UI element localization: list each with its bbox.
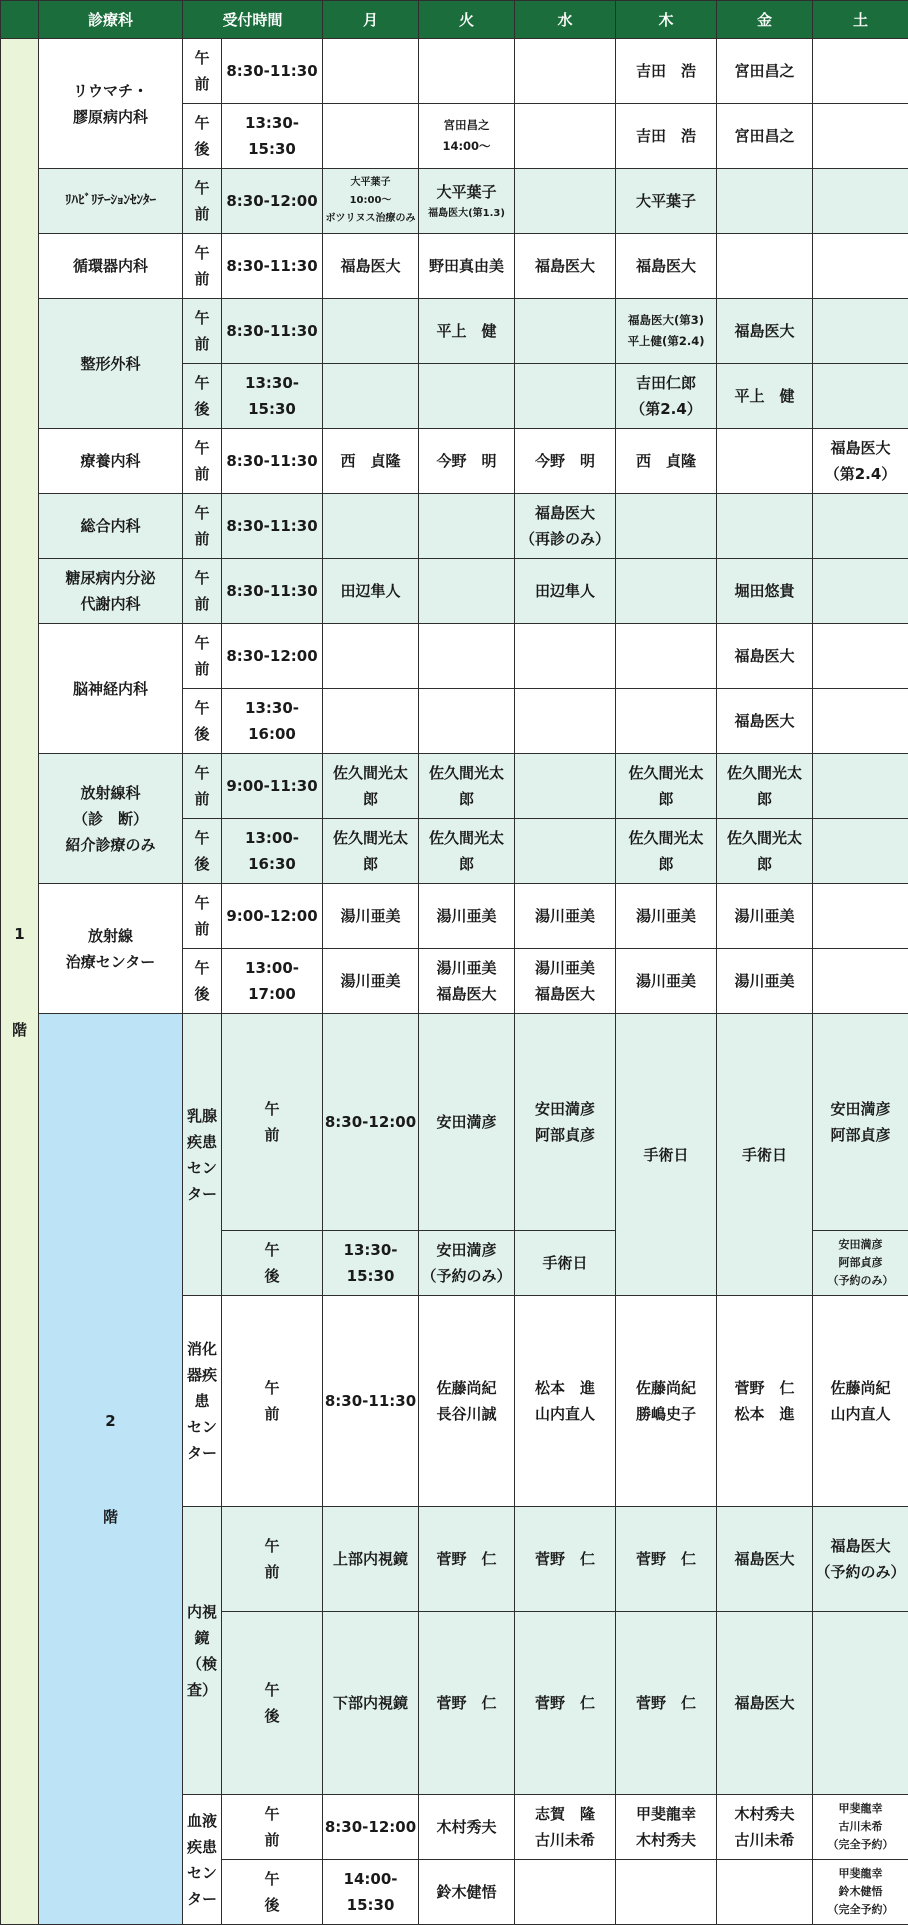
- row-rheum-am: [1, 39, 908, 104]
- cell-tue: 湯川亜美: [419, 884, 515, 949]
- time-cell: 8:30-11:30: [222, 39, 323, 104]
- cell-thu: 大平葉子: [616, 169, 717, 234]
- cell-fri: 福島医大 （予約のみ）: [813, 1507, 908, 1612]
- dept-radiology: 放射線科 （診 断） 紹介診療のみ: [39, 754, 183, 884]
- cell-tue: 菅野 仁: [515, 1612, 616, 1795]
- cell-wed: [515, 104, 616, 169]
- cell-thu: [616, 494, 717, 559]
- period-am: 午 前: [183, 169, 222, 234]
- row-radiotherapy-am: [1, 884, 908, 949]
- period-pm: 午 後: [222, 1860, 323, 1925]
- time-cell: 8:30-11:30: [222, 429, 323, 494]
- header-tue: 火: [419, 1, 515, 39]
- cell-wed: [515, 624, 616, 689]
- header-fri: 金: [717, 1, 813, 39]
- cell-wed: 福島医大 （再診のみ）: [515, 494, 616, 559]
- cell-tue: 安田満彦 阿部貞彦: [515, 1014, 616, 1231]
- cell-mon: 佐久間光太 郎: [323, 754, 419, 819]
- period-am: 午 前: [183, 754, 222, 819]
- cell-wed: 手術日: [616, 1014, 717, 1296]
- cell-wed: 菅野 仁: [616, 1507, 717, 1612]
- cell-thu: 佐久間光太 郎: [616, 754, 717, 819]
- cell-mon: 菅野 仁: [419, 1507, 515, 1612]
- cell-wed: 湯川亜美: [515, 884, 616, 949]
- cell-tue: 野田真由美: [419, 234, 515, 299]
- cell-wed: 福島医大: [515, 234, 616, 299]
- period-pm: 午 後: [183, 364, 222, 429]
- time-cell: 下部内視鏡: [323, 1612, 419, 1795]
- header-floor: [1, 1, 39, 39]
- cell-thu: 手術日: [717, 1014, 813, 1296]
- cell-mon: [323, 39, 419, 104]
- cell-tue: [419, 364, 515, 429]
- cell-mon: 西 貞隆: [323, 429, 419, 494]
- cell-sat: [813, 39, 908, 104]
- cell-thu: [616, 624, 717, 689]
- cell-fri: [813, 1612, 908, 1795]
- time-cell: 13:00- 17:00: [222, 949, 323, 1014]
- cell-fri: 福島医大: [717, 689, 813, 754]
- cell-wed: [515, 169, 616, 234]
- dept-radiotherapy: 放射線 治療センター: [39, 884, 183, 1014]
- dept-rehab: ﾘﾊﾋﾞﾘﾃｰｼｮﾝｾﾝﾀｰ: [39, 169, 183, 234]
- cell-fri: 福島医大: [717, 299, 813, 364]
- cell-fri: 安田満彦 阿部貞彦 （予約のみ）: [813, 1231, 908, 1296]
- cell-wed: 田辺隼人: [515, 559, 616, 624]
- period-am: 午 前: [183, 559, 222, 624]
- time-cell: 13:30- 15:30: [222, 364, 323, 429]
- cell-sat: [813, 104, 908, 169]
- cell-thu: 菅野 仁 松本 進: [717, 1296, 813, 1507]
- period-am: 午 前: [183, 429, 222, 494]
- cell-wed: [616, 1860, 717, 1925]
- cell-tue: 今野 明: [419, 429, 515, 494]
- period-am: 午 前: [222, 1296, 323, 1507]
- cell-fri: [717, 494, 813, 559]
- dept-breast: 乳腺疾患 センター: [183, 1014, 222, 1296]
- period-am: 午 前: [183, 624, 222, 689]
- time-cell: 13:30- 16:00: [222, 689, 323, 754]
- period-pm: 午 後: [183, 819, 222, 884]
- floor-1-label: 1 階: [1, 39, 39, 1925]
- cell-tue: 宮田昌之 14:00～: [419, 104, 515, 169]
- cell-wed: 菅野 仁: [616, 1612, 717, 1795]
- cell-mon: [323, 494, 419, 559]
- header-dept: 診療科: [39, 1, 183, 39]
- row-ryoyo: [1, 429, 908, 494]
- cell-fri: 福島医大: [717, 624, 813, 689]
- cell-mon: 安田満彦: [419, 1014, 515, 1231]
- time-cell: 8:30-12:00: [222, 169, 323, 234]
- cell-tue: 湯川亜美 福島医大: [419, 949, 515, 1014]
- cell-fri: 平上 健: [717, 364, 813, 429]
- cell-tue: 佐久間光太 郎: [419, 754, 515, 819]
- cell-wed: [515, 689, 616, 754]
- cell-tue: 菅野 仁: [515, 1507, 616, 1612]
- cell-thu: [616, 559, 717, 624]
- cell-tue: [419, 689, 515, 754]
- time-cell: 上部内視鏡: [323, 1507, 419, 1612]
- cell-fri: [717, 234, 813, 299]
- time-cell: 8:30-12:00: [323, 1795, 419, 1860]
- cell-fri: 佐藤尚紀 山内直人: [813, 1296, 908, 1507]
- cell-mon: 鈴木健悟: [419, 1860, 515, 1925]
- cell-sat: [813, 689, 908, 754]
- period-pm: 午 後: [183, 949, 222, 1014]
- cell-thu: 福島医大: [717, 1612, 813, 1795]
- cell-fri: [717, 429, 813, 494]
- cell-sat: [813, 299, 908, 364]
- dept-ryoyo: 療養内科: [39, 429, 183, 494]
- time-cell: 8:30-12:00: [222, 624, 323, 689]
- cell-thu: 福島医大(第3) 平上健(第2.4): [616, 299, 717, 364]
- cell-mon: 木村秀夫: [419, 1795, 515, 1860]
- cell-thu: 木村秀夫 古川未希: [717, 1795, 813, 1860]
- row-rehab: [1, 169, 908, 234]
- cell-sat: [813, 494, 908, 559]
- cell-mon: 福島医大: [323, 234, 419, 299]
- cell-tue: [419, 624, 515, 689]
- cell-mon: 湯川亜美: [323, 884, 419, 949]
- row-neuro-am: [1, 624, 908, 689]
- cell-wed: [515, 364, 616, 429]
- row-ortho-am: [1, 299, 908, 364]
- cell-thu: 湯川亜美: [616, 884, 717, 949]
- row-cardio: [1, 234, 908, 299]
- cell-sat: [813, 624, 908, 689]
- cell-wed: 湯川亜美 福島医大: [515, 949, 616, 1014]
- cell-tue: 平上 健: [419, 299, 515, 364]
- dept-cardio: 循環器内科: [39, 234, 183, 299]
- cell-wed: [515, 754, 616, 819]
- cell-thu: 吉田 浩: [616, 104, 717, 169]
- cell-sat: [813, 819, 908, 884]
- header-mon: 月: [323, 1, 419, 39]
- cell-fri: 甲斐龍幸 古川未希 （完全予約）: [813, 1795, 908, 1860]
- cell-mon: 菅野 仁: [419, 1612, 515, 1795]
- cell-wed: 甲斐龍幸 木村秀夫: [616, 1795, 717, 1860]
- cell-mon: 田辺隼人: [323, 559, 419, 624]
- cell-sat: [813, 169, 908, 234]
- period-pm: 午 後: [222, 1231, 323, 1296]
- row-sogo: [1, 494, 908, 559]
- row-diabetes: [1, 559, 908, 624]
- time-cell: 13:00- 16:30: [222, 819, 323, 884]
- cell-mon: [323, 689, 419, 754]
- cell-tue: [419, 559, 515, 624]
- cell-mon: 安田満彦 （予約のみ）: [419, 1231, 515, 1296]
- cell-thu: 福島医大: [616, 234, 717, 299]
- cell-fri: 湯川亜美: [717, 949, 813, 1014]
- dept-sogo: 総合内科: [39, 494, 183, 559]
- cell-fri: 湯川亜美: [717, 884, 813, 949]
- cell-tue: 志賀 隆 古川未希: [515, 1795, 616, 1860]
- time-cell: 9:00-11:30: [222, 754, 323, 819]
- cell-mon: 大平葉子 10:00～ ボツリヌス治療のみ: [323, 169, 419, 234]
- cell-sat: [813, 884, 908, 949]
- cell-tue: 松本 進 山内直人: [515, 1296, 616, 1507]
- cell-sat: [813, 559, 908, 624]
- header-thu: 木: [616, 1, 717, 39]
- time-cell: 8:30-11:30: [222, 299, 323, 364]
- dept-neuro: 脳神経内科: [39, 624, 183, 754]
- time-cell: 13:30- 15:30: [323, 1231, 419, 1296]
- header-row: [1, 1, 908, 39]
- cell-fri: 宮田昌之: [717, 39, 813, 104]
- cell-sat: 福島医大 （第2.4）: [813, 429, 908, 494]
- cell-fri: [717, 169, 813, 234]
- dept-endo: 内視鏡 （検査）: [183, 1507, 222, 1795]
- dept-gastro: 消化器疾患 センター: [183, 1296, 222, 1507]
- cell-sat: [813, 234, 908, 299]
- cell-fri: 堀田悠貴: [717, 559, 813, 624]
- time-cell: 8:30-11:30: [323, 1296, 419, 1507]
- time-cell: 9:00-12:00: [222, 884, 323, 949]
- row-breast-am: [1, 1014, 908, 1231]
- cell-wed: [515, 299, 616, 364]
- period-am: 午 前: [183, 39, 222, 104]
- period-am: 午 前: [183, 884, 222, 949]
- cell-tue: 佐久間光太 郎: [419, 819, 515, 884]
- time-cell: 8:30-11:30: [222, 494, 323, 559]
- header-time: 受付時間: [183, 1, 323, 39]
- period-am: 午 前: [183, 299, 222, 364]
- cell-tue: 大平葉子 福島医大(第1.3): [419, 169, 515, 234]
- period-am: 午 前: [222, 1014, 323, 1231]
- cell-tue: [419, 494, 515, 559]
- time-cell: 8:30-11:30: [222, 234, 323, 299]
- period-am: 午 前: [222, 1795, 323, 1860]
- time-cell: 8:30-12:00: [323, 1014, 419, 1231]
- period-pm: 午 後: [183, 689, 222, 754]
- cell-mon: [323, 364, 419, 429]
- cell-tue: [419, 39, 515, 104]
- cell-mon: [323, 624, 419, 689]
- cell-fri: 佐久間光太 郎: [717, 754, 813, 819]
- dept-ortho: 整形外科: [39, 299, 183, 429]
- dept-diabetes: 糖尿病内分泌 代謝内科: [39, 559, 183, 624]
- time-cell: 14:00- 15:30: [323, 1860, 419, 1925]
- row-radiology-am: [1, 754, 908, 819]
- cell-fri: 佐久間光太 郎: [717, 819, 813, 884]
- cell-wed: [515, 39, 616, 104]
- cell-mon: [323, 299, 419, 364]
- cell-mon: 佐藤尚紀 長谷川誠: [419, 1296, 515, 1507]
- cell-thu: [717, 1860, 813, 1925]
- cell-fri: 甲斐龍幸 鈴木健悟 （完全予約）: [813, 1860, 908, 1925]
- dept-rheum: リウマチ・ 膠原病内科: [39, 39, 183, 169]
- cell-thu: 吉田仁郎 （第2.4）: [616, 364, 717, 429]
- cell-wed: 佐藤尚紀 勝嶋史子: [616, 1296, 717, 1507]
- cell-sat: [813, 364, 908, 429]
- time-cell: 13:30- 15:30: [222, 104, 323, 169]
- cell-thu: 西 貞隆: [616, 429, 717, 494]
- cell-sat: [813, 754, 908, 819]
- cell-thu: [616, 689, 717, 754]
- cell-thu: 福島医大: [717, 1507, 813, 1612]
- cell-sat: [813, 949, 908, 1014]
- cell-tue: [515, 1860, 616, 1925]
- period-pm: 午 後: [222, 1612, 323, 1795]
- period-am: 午 前: [183, 234, 222, 299]
- floor-2-label: 2 階: [39, 1014, 183, 1925]
- cell-thu: 佐久間光太 郎: [616, 819, 717, 884]
- period-am: 午 前: [183, 494, 222, 559]
- cell-tue: 手術日: [515, 1231, 616, 1296]
- cell-fri: 安田満彦 阿部貞彦: [813, 1014, 908, 1231]
- header-wed: 水: [515, 1, 616, 39]
- cell-wed: 今野 明: [515, 429, 616, 494]
- cell-mon: 佐久間光太 郎: [323, 819, 419, 884]
- cell-thu: 吉田 浩: [616, 39, 717, 104]
- period-am: 午 前: [222, 1507, 323, 1612]
- cell-mon: [323, 104, 419, 169]
- time-cell: 8:30-11:30: [222, 559, 323, 624]
- cell-thu: 湯川亜美: [616, 949, 717, 1014]
- cell-fri: 宮田昌之: [717, 104, 813, 169]
- cell-mon: 湯川亜美: [323, 949, 419, 1014]
- header-sat: 土: [813, 1, 908, 39]
- dept-blood: 血液疾患 センター: [183, 1795, 222, 1925]
- period-pm: 午 後: [183, 104, 222, 169]
- cell-wed: [515, 819, 616, 884]
